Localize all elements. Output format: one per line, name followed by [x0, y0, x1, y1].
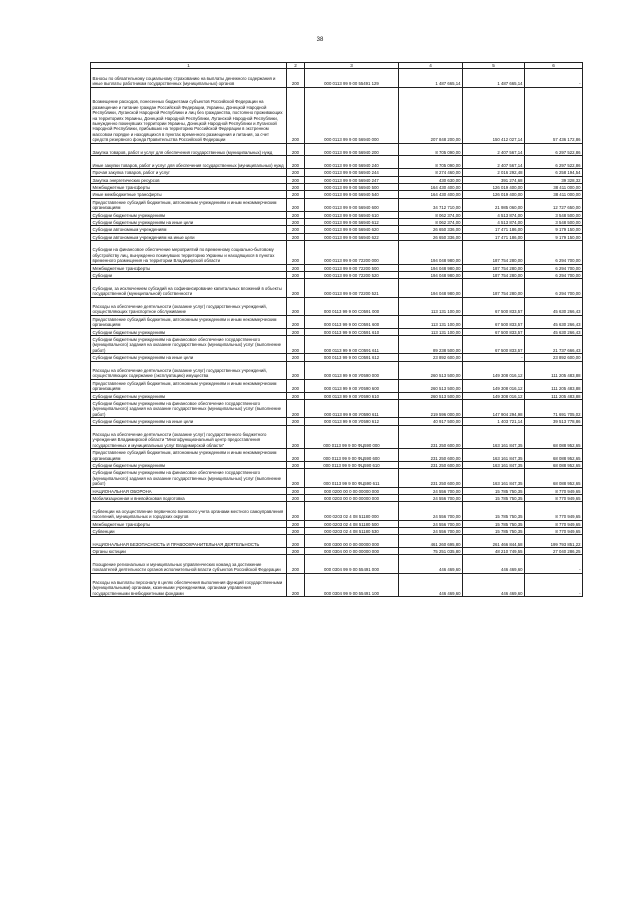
- row-budget-code-cell: 000 0113 99 9 00 56940 500: [305, 183, 399, 190]
- row-unexecuted-cell: 111 205 483,88: [525, 379, 583, 392]
- row-approved-cell: 8 705 090,00: [399, 156, 463, 169]
- row-line-code-cell: 200: [287, 218, 305, 225]
- row-unexecuted-cell: 57 436 172,86: [525, 87, 583, 143]
- row-name-cell: Иные межбюджетные трансферты: [91, 191, 287, 198]
- row-line-code-cell: 200: [287, 226, 305, 233]
- row-executed-cell: 163 161 847,35: [463, 461, 525, 468]
- table-row: [91, 69, 583, 87]
- row-budget-code-cell: 000 0113 99 9 00 72200 500: [305, 264, 399, 271]
- column-header: 5: [463, 63, 525, 69]
- row-unexecuted-cell: 111 205 483,88: [525, 392, 583, 399]
- row-unexecuted-cell: 6 294 700,00: [525, 264, 583, 271]
- row-unexecuted-cell: 9 179 150,00: [525, 226, 583, 233]
- row-line-code-cell: 200: [287, 328, 305, 335]
- row-budget-code-cell: 000 0203 02 4 08 51180 530: [305, 527, 399, 534]
- row-executed-cell: 163 161 847,35: [463, 425, 525, 449]
- table-row: [91, 548, 583, 555]
- row-budget-code-cell: 000 0113 99 9 00 56940 600: [305, 198, 399, 211]
- row-unexecuted-cell: 45 630 266,43: [525, 328, 583, 335]
- row-unexecuted-cell: 68 088 952,65: [525, 461, 583, 468]
- row-budget-code-cell: 000 0113 99 9 00 С0591 612: [305, 354, 399, 361]
- row-budget-code-cell: 000 0300 00 0 00 00000 000: [305, 535, 399, 548]
- row-name-cell: Межбюджетные трансферты: [91, 264, 287, 271]
- row-budget-code-cell: 000 0113 99 9 00 56940 622: [305, 233, 399, 240]
- table-row: [91, 400, 583, 418]
- table-row: [91, 418, 583, 425]
- row-unexecuted-cell: 23 892 600,00: [525, 354, 583, 361]
- row-name-cell: Субсидии: [91, 272, 287, 279]
- row-budget-code-cell: 000 0113 99 9 00 С0591 611: [305, 336, 399, 354]
- row-line-code-cell: 200: [287, 191, 305, 198]
- row-name-cell: Межбюджетные трансферты: [91, 520, 287, 527]
- row-executed-cell: 15 785 750,35: [463, 494, 525, 501]
- row-executed-cell: 67 500 833,57: [463, 297, 525, 315]
- row-budget-code-cell: 000 0113 99 9 00 ФЦ590 600: [305, 449, 399, 462]
- row-name-cell: Расходы на обеспечение деятельности (оказание услуг) государственных учреждений, осуществляющих транспортное обслуживание: [91, 297, 287, 315]
- table-row: [91, 494, 583, 501]
- row-unexecuted-cell: 45 630 266,43: [525, 315, 583, 328]
- row-name-cell: Субсидии бюджетным учреждениям на финансовое обеспечение государственного (муниципального) задания на оказание государственных (муниципальных) услуг (выполнение работ): [91, 469, 287, 487]
- row-line-code-cell: 200: [287, 336, 305, 354]
- table-row: [91, 87, 583, 143]
- row-name-cell: Возмещение расходов, понесенных бюджетами субъектов Российской Федерации на размещение и питание граждан Российской Федерации, Украины, Донецкой Народной Республики, Луганской Народной Республики и лиц без гражданства, постоянно проживающих на территориях Украины, Донецкой Народной Республики, Луганской Народной Республики, вынужденно покинувших территории Украины, Донецкой Народной Республики и Луганской Народной Республики, прибывших на территорию Российской Федерации в экстренном массовом порядке и находящихся в пунктах временного размещения и питания, за счет средств резервного фонда Правительства Российской Федерации: [91, 87, 287, 143]
- row-line-code-cell: 200: [287, 198, 305, 211]
- row-approved-cell: 8 274 460,00: [399, 169, 463, 176]
- row-name-cell: Субсидии бюджетным учреждениям: [91, 461, 287, 468]
- row-executed-cell: 446 469,60: [463, 573, 525, 597]
- row-executed-cell: 48 210 749,55: [463, 548, 525, 555]
- row-unexecuted-cell: 39 328,32: [525, 176, 583, 183]
- row-approved-cell: 194 048 980,00: [399, 279, 463, 297]
- row-unexecuted-cell: 6 294 700,00: [525, 279, 583, 297]
- page-number: 38: [316, 37, 324, 43]
- row-budget-code-cell: 000 0113 99 9 00 У0590 610: [305, 392, 399, 399]
- row-unexecuted-cell: 38 411 000,00: [525, 191, 583, 198]
- row-approved-cell: 8 062 374,00: [399, 218, 463, 225]
- row-executed-cell: 2 407 567,14: [463, 143, 525, 156]
- row-name-cell: Предоставление субсидий бюджетным, автономным учреждениям и иным некоммерческим организациям: [91, 379, 287, 392]
- row-approved-cell: 89 238 500,00: [399, 336, 463, 354]
- row-name-cell: НАЦИОНАЛЬНАЯ БЕЗОПАСНОСТЬ И ПРАВООХРАНИТЕЛЬНАЯ ДЕЯТЕЛЬНОСТЬ: [91, 535, 287, 548]
- row-unexecuted-cell: -: [525, 69, 583, 87]
- row-budget-code-cell: 000 0113 99 9 00 С0591 600: [305, 315, 399, 328]
- table-row: [91, 315, 583, 328]
- column-header: 6: [525, 63, 583, 69]
- row-executed-cell: 187 754 280,00: [463, 279, 525, 297]
- row-budget-code-cell: 000 0113 99 9 00 У0590 000: [305, 361, 399, 379]
- row-name-cell: Субсидии бюджетным учреждениям на финансовое обеспечение государственного (муниципального) задания на оказание государственных (муниципальных) услуг (выполнение работ): [91, 400, 287, 418]
- row-budget-code-cell: 000 0113 99 9 00 56940 200: [305, 143, 399, 156]
- row-budget-code-cell: 000 0304 99 9 00 55491 000: [305, 555, 399, 573]
- row-approved-cell: 194 048 980,00: [399, 272, 463, 279]
- table-row: [91, 241, 583, 265]
- row-executed-cell: 2 016 292,48: [463, 169, 525, 176]
- row-name-cell: Субсидии на финансовое обеспечение мероприятий по временному социально-бытовому обустройству лиц, вынужденно покинувших территорию Украины и находящихся в пунктах временного размещения на территории Владимирской области: [91, 241, 287, 265]
- row-name-cell: Поощрение региональных и муниципальных управленческих команд за достижение показателей деятельности органов исполнительной власти субъектов Российской Федерации: [91, 555, 287, 573]
- table-row: [91, 527, 583, 534]
- row-unexecuted-cell: 38 411 000,00: [525, 183, 583, 190]
- row-executed-cell: 67 500 833,57: [463, 336, 525, 354]
- row-budget-code-cell: 000 0200 00 0 00 00000 000: [305, 487, 399, 494]
- row-name-cell: Расходы на обеспечение деятельности (оказание услуг) государственного бюджетного учреждения Владимирской области "Многофункциональный центр предоставления государственных и муниципальных услуг Владимирской области": [91, 425, 287, 449]
- row-approved-cell: 24 556 700,00: [399, 494, 463, 501]
- row-unexecuted-cell: 9 179 150,00: [525, 233, 583, 240]
- row-executed-cell: 17 471 186,00: [463, 226, 525, 233]
- row-approved-cell: 113 131 100,00: [399, 297, 463, 315]
- row-name-cell: Субсидии бюджетным учреждениям на иные цели: [91, 218, 287, 225]
- row-executed-cell: 261 466 844,58: [463, 535, 525, 548]
- row-name-cell: Предоставление субсидий бюджетным, автономным учреждениям и иным некоммерческим организациям: [91, 198, 287, 211]
- row-unexecuted-cell: 6 258 194,54: [525, 169, 583, 176]
- row-approved-cell: 194 048 980,00: [399, 241, 463, 265]
- row-unexecuted-cell: 111 205 483,88: [525, 361, 583, 379]
- table-row: [91, 361, 583, 379]
- budget-execution-table: [90, 62, 583, 597]
- row-line-code-cell: 200: [287, 354, 305, 361]
- row-unexecuted-cell: -: [525, 555, 583, 573]
- table-row: [91, 461, 583, 468]
- table-row: [91, 297, 583, 315]
- row-executed-cell: 21 985 060,00: [463, 198, 525, 211]
- row-approved-cell: 260 513 500,00: [399, 361, 463, 379]
- row-approved-cell: 446 469,60: [399, 573, 463, 597]
- table-row: [91, 169, 583, 176]
- row-unexecuted-cell: 3 548 500,00: [525, 211, 583, 218]
- row-budget-code-cell: 000 0113 99 9 00 56940 244: [305, 169, 399, 176]
- row-executed-cell: 4 513 874,00: [463, 211, 525, 218]
- row-approved-cell: 207 848 200,00: [399, 87, 463, 143]
- row-line-code-cell: 200: [287, 361, 305, 379]
- row-executed-cell: 15 785 750,35: [463, 487, 525, 494]
- row-executed-cell: 1 403 721,14: [463, 418, 525, 425]
- row-budget-code-cell: 000 0304 99 9 00 55491 100: [305, 573, 399, 597]
- row-unexecuted-cell: -: [525, 573, 583, 597]
- row-name-cell: Расходы на обеспечение деятельности (оказание услуг) государственных учреждений, осуществляющих содержание (эксплуатацию) имущества: [91, 361, 287, 379]
- row-line-code-cell: 200: [287, 87, 305, 143]
- row-executed-cell: 4 513 874,00: [463, 218, 525, 225]
- row-name-cell: Иные закупки товаров, работ и услуг для обеспечения государственных (муниципальных) нужд: [91, 156, 287, 169]
- row-unexecuted-cell: 3 548 500,00: [525, 218, 583, 225]
- row-budget-code-cell: 000 0113 99 9 00 72200 000: [305, 241, 399, 265]
- row-approved-cell: 231 250 600,00: [399, 469, 463, 487]
- table-row: [91, 392, 583, 399]
- row-executed-cell: 149 308 016,12: [463, 379, 525, 392]
- row-unexecuted-cell: 8 770 949,65: [525, 494, 583, 501]
- row-line-code-cell: 200: [287, 494, 305, 501]
- row-name-cell: Субсидии бюджетным учреждениям на иные цели: [91, 418, 287, 425]
- row-approved-cell: 113 131 100,00: [399, 315, 463, 328]
- row-unexecuted-cell: 199 793 851,22: [525, 535, 583, 548]
- row-unexecuted-cell: 68 088 952,65: [525, 469, 583, 487]
- row-approved-cell: 8 705 090,00: [399, 143, 463, 156]
- row-line-code-cell: 200: [287, 449, 305, 462]
- row-line-code-cell: 200: [287, 379, 305, 392]
- row-approved-cell: 194 048 980,00: [399, 264, 463, 271]
- table-row: [91, 328, 583, 335]
- column-header: 1: [91, 63, 287, 69]
- row-approved-cell: 231 250 600,00: [399, 449, 463, 462]
- row-unexecuted-cell: 8 770 949,65: [525, 520, 583, 527]
- table-row: [91, 264, 583, 271]
- row-name-cell: Расходы на выплаты персоналу в целях обеспечения выполнения функций государственными (муниципальными) органами, казенными учреждениями, органами управления государственными внебюджетными фондами: [91, 573, 287, 597]
- row-unexecuted-cell: 6 294 700,00: [525, 272, 583, 279]
- row-executed-cell: 187 754 280,00: [463, 272, 525, 279]
- row-line-code-cell: 200: [287, 573, 305, 597]
- row-unexecuted-cell: 39 513 778,86: [525, 418, 583, 425]
- row-name-cell: Субсидии бюджетным учреждениям: [91, 211, 287, 218]
- row-name-cell: Субсидии автономным учреждениям: [91, 226, 287, 233]
- row-line-code-cell: 200: [287, 183, 305, 190]
- row-line-code-cell: 200: [287, 169, 305, 176]
- row-executed-cell: 15 785 750,35: [463, 520, 525, 527]
- row-name-cell: НАЦИОНАЛЬНАЯ ОБОРОНА: [91, 487, 287, 494]
- row-unexecuted-cell: 21 737 666,43: [525, 336, 583, 354]
- table-body: [91, 63, 583, 597]
- row-budget-code-cell: 000 0113 99 9 00 72200 520: [305, 272, 399, 279]
- row-executed-cell: 150 412 027,14: [463, 87, 525, 143]
- row-unexecuted-cell: 68 088 952,65: [525, 449, 583, 462]
- row-line-code-cell: 200: [287, 520, 305, 527]
- column-header: 3: [305, 63, 399, 69]
- row-approved-cell: 8 062 374,00: [399, 211, 463, 218]
- row-approved-cell: 446 469,60: [399, 555, 463, 573]
- row-line-code-cell: 200: [287, 548, 305, 555]
- row-unexecuted-cell: 68 088 952,65: [525, 425, 583, 449]
- table-row: [91, 520, 583, 527]
- row-executed-cell: 187 754 280,00: [463, 241, 525, 265]
- row-approved-cell: 231 250 600,00: [399, 461, 463, 468]
- row-approved-cell: 75 251 035,80: [399, 548, 463, 555]
- row-executed-cell: 15 785 750,35: [463, 527, 525, 534]
- row-name-cell: Прочая закупка товаров, работ и услуг: [91, 169, 287, 176]
- row-executed-cell: 126 019 400,00: [463, 191, 525, 198]
- row-budget-code-cell: 000 0113 99 9 00 56940 612: [305, 218, 399, 225]
- row-executed-cell: 149 308 016,12: [463, 392, 525, 399]
- row-line-code-cell: 200: [287, 555, 305, 573]
- table-row: [91, 573, 583, 597]
- row-line-code-cell: 200: [287, 156, 305, 169]
- row-line-code-cell: 200: [287, 143, 305, 156]
- row-approved-cell: 34 712 710,00: [399, 198, 463, 211]
- row-budget-code-cell: 000 0113 99 9 00 С0591 000: [305, 297, 399, 315]
- row-budget-code-cell: 000 0113 99 9 00 ФЦ590 610: [305, 461, 399, 468]
- row-approved-cell: 164 430 400,00: [399, 191, 463, 198]
- row-budget-code-cell: 000 0203 02 4 08 51180 000: [305, 502, 399, 520]
- row-line-code-cell: 200: [287, 418, 305, 425]
- row-name-cell: Субсидии бюджетным учреждениям на иные цели: [91, 354, 287, 361]
- row-budget-code-cell: 000 0203 00 0 00 00000 000: [305, 494, 399, 501]
- row-budget-code-cell: 000 0113 99 9 00 55491 129: [305, 69, 399, 87]
- row-name-cell: Закупка энергетических ресурсов: [91, 176, 287, 183]
- row-name-cell: Субвенции: [91, 527, 287, 534]
- row-budget-code-cell: 000 0113 99 9 00 ФЦ590 000: [305, 425, 399, 449]
- row-executed-cell: 149 308 016,12: [463, 361, 525, 379]
- row-budget-code-cell: 000 0304 00 0 00 00000 000: [305, 548, 399, 555]
- row-name-cell: Межбюджетные трансферты: [91, 183, 287, 190]
- row-line-code-cell: 200: [287, 69, 305, 87]
- row-unexecuted-cell: 45 630 266,43: [525, 297, 583, 315]
- row-executed-cell: 163 161 847,35: [463, 469, 525, 487]
- row-budget-code-cell: 000 0113 99 9 00 56940 610: [305, 211, 399, 218]
- table-row: [91, 156, 583, 169]
- row-name-cell: Мобилизационная и вневойсковая подготовка: [91, 494, 287, 501]
- row-line-code-cell: 200: [287, 264, 305, 271]
- row-budget-code-cell: 000 0113 99 9 00 56940 000: [305, 87, 399, 143]
- column-header: 2: [287, 63, 305, 69]
- row-unexecuted-cell: 8 770 949,65: [525, 527, 583, 534]
- row-line-code-cell: 200: [287, 211, 305, 218]
- row-name-cell: Субсидии бюджетным учреждениям на финансовое обеспечение государственного (муниципального) задания на оказание государственных (муниципальных) услуг (выполнение работ): [91, 336, 287, 354]
- row-budget-code-cell: 000 0203 02 4 08 51180 500: [305, 520, 399, 527]
- table-row: [91, 279, 583, 297]
- row-approved-cell: 461 260 695,80: [399, 535, 463, 548]
- row-executed-cell: 17 471 186,00: [463, 233, 525, 240]
- row-unexecuted-cell: 12 727 650,00: [525, 198, 583, 211]
- row-line-code-cell: 200: [287, 297, 305, 315]
- row-line-code-cell: 200: [287, 502, 305, 520]
- row-approved-cell: 24 556 700,00: [399, 527, 463, 534]
- row-approved-cell: 113 131 100,00: [399, 328, 463, 335]
- table-row: [91, 176, 583, 183]
- row-approved-cell: 1 487 665,14: [399, 69, 463, 87]
- row-executed-cell: 126 019 400,00: [463, 183, 525, 190]
- row-approved-cell: 23 892 600,00: [399, 354, 463, 361]
- table-row: [91, 143, 583, 156]
- table-row: [91, 425, 583, 449]
- row-budget-code-cell: 000 0113 99 9 00 56940 540: [305, 191, 399, 198]
- row-line-code-cell: 200: [287, 315, 305, 328]
- row-name-cell: Субсидии автономным учреждениям на иные цели: [91, 233, 287, 240]
- row-executed-cell: 147 904 294,98: [463, 400, 525, 418]
- row-line-code-cell: 200: [287, 400, 305, 418]
- table-row: [91, 535, 583, 548]
- table-row: [91, 218, 583, 225]
- table-row: [91, 449, 583, 462]
- row-approved-cell: 26 650 336,00: [399, 233, 463, 240]
- row-unexecuted-cell: 6 297 522,86: [525, 143, 583, 156]
- row-line-code-cell: 200: [287, 527, 305, 534]
- row-name-cell: Субсидии бюджетным учреждениям: [91, 328, 287, 335]
- row-approved-cell: 24 556 700,00: [399, 487, 463, 494]
- row-line-code-cell: 200: [287, 461, 305, 468]
- row-budget-code-cell: 000 0113 99 9 00 У0590 611: [305, 400, 399, 418]
- table-row: [91, 336, 583, 354]
- row-executed-cell: 15 785 750,35: [463, 502, 525, 520]
- row-approved-cell: 260 513 500,00: [399, 379, 463, 392]
- row-executed-cell: 1 487 665,14: [463, 69, 525, 87]
- row-budget-code-cell: 000 0113 99 9 00 ФЦ590 611: [305, 469, 399, 487]
- row-executed-cell: 67 500 833,57: [463, 315, 525, 328]
- row-executed-cell: 187 754 280,00: [463, 264, 525, 271]
- table-row: [91, 379, 583, 392]
- row-line-code-cell: 200: [287, 487, 305, 494]
- row-approved-cell: 24 556 700,00: [399, 502, 463, 520]
- row-unexecuted-cell: 71 691 705,02: [525, 400, 583, 418]
- table-row: [91, 354, 583, 361]
- table-row: [91, 469, 583, 487]
- table-row: [91, 191, 583, 198]
- row-name-cell: Предоставление субсидий бюджетным, автономным учреждениям и иным некоммерческим организациям: [91, 449, 287, 462]
- row-approved-cell: 164 430 400,00: [399, 183, 463, 190]
- row-unexecuted-cell: 6 294 700,00: [525, 241, 583, 265]
- row-budget-code-cell: 000 0113 99 9 00 У0590 612: [305, 418, 399, 425]
- row-approved-cell: 40 917 500,00: [399, 418, 463, 425]
- row-unexecuted-cell: 8 770 949,65: [525, 502, 583, 520]
- row-budget-code-cell: 000 0113 99 9 00 56940 620: [305, 226, 399, 233]
- row-executed-cell: 391 274,68: [463, 176, 525, 183]
- row-executed-cell: 163 161 847,35: [463, 449, 525, 462]
- row-name-cell: Органы юстиции: [91, 548, 287, 555]
- row-budget-code-cell: 000 0113 99 9 00 С0591 610: [305, 328, 399, 335]
- table-row: [91, 226, 583, 233]
- row-line-code-cell: 200: [287, 535, 305, 548]
- row-name-cell: Взносы по обязательному социальному страхованию на выплаты денежного содержания и иные выплаты работникам государственных (муниципальных) органов: [91, 69, 287, 87]
- row-line-code-cell: 200: [287, 425, 305, 449]
- row-line-code-cell: 200: [287, 176, 305, 183]
- row-budget-code-cell: 000 0113 99 9 00 56940 240: [305, 156, 399, 169]
- row-executed-cell: 2 407 567,14: [463, 156, 525, 169]
- row-unexecuted-cell: 8 770 949,65: [525, 487, 583, 494]
- row-approved-cell: 430 630,00: [399, 176, 463, 183]
- row-approved-cell: 260 513 500,00: [399, 392, 463, 399]
- row-line-code-cell: 200: [287, 272, 305, 279]
- table-row: [91, 502, 583, 520]
- row-line-code-cell: 200: [287, 233, 305, 240]
- row-unexecuted-cell: 6 297 522,86: [525, 156, 583, 169]
- row-executed-cell: -: [463, 354, 525, 361]
- row-approved-cell: 219 596 000,00: [399, 400, 463, 418]
- row-budget-code-cell: 000 0113 99 9 00 56940 247: [305, 176, 399, 183]
- row-approved-cell: 24 556 700,00: [399, 520, 463, 527]
- row-approved-cell: 26 650 336,00: [399, 226, 463, 233]
- row-name-cell: Закупка товаров, работ и услуг для обеспечения государственных (муниципальных) нужд: [91, 143, 287, 156]
- row-line-code-cell: 200: [287, 392, 305, 399]
- row-name-cell: Субсидии, за исключением субсидий на софинансирование капитальных вложений в объекты государственной (муниципальной) собственности: [91, 279, 287, 297]
- table-row: [91, 233, 583, 240]
- table-row: [91, 183, 583, 190]
- row-line-code-cell: 200: [287, 241, 305, 265]
- row-executed-cell: 67 500 833,57: [463, 328, 525, 335]
- row-approved-cell: 231 250 600,00: [399, 425, 463, 449]
- table-row: [91, 555, 583, 573]
- row-name-cell: Субвенции на осуществление первичного воинского учета органами местного самоуправления поселений, муниципальных и городских округов: [91, 502, 287, 520]
- row-unexecuted-cell: 27 040 286,25: [525, 548, 583, 555]
- row-name-cell: Субсидии бюджетным учреждениям: [91, 392, 287, 399]
- row-name-cell: Предоставление субсидий бюджетным, автономным учреждениям и иным некоммерческим организациям: [91, 315, 287, 328]
- table-row: [91, 198, 583, 211]
- row-line-code-cell: 200: [287, 279, 305, 297]
- row-budget-code-cell: 000 0113 99 9 00 У0590 600: [305, 379, 399, 392]
- row-line-code-cell: 200: [287, 469, 305, 487]
- table-row: [91, 487, 583, 494]
- table-row: [91, 211, 583, 218]
- table-row: [91, 272, 583, 279]
- row-executed-cell: 446 469,60: [463, 555, 525, 573]
- row-budget-code-cell: 000 0113 99 9 00 72200 521: [305, 279, 399, 297]
- column-header: 4: [399, 63, 463, 69]
